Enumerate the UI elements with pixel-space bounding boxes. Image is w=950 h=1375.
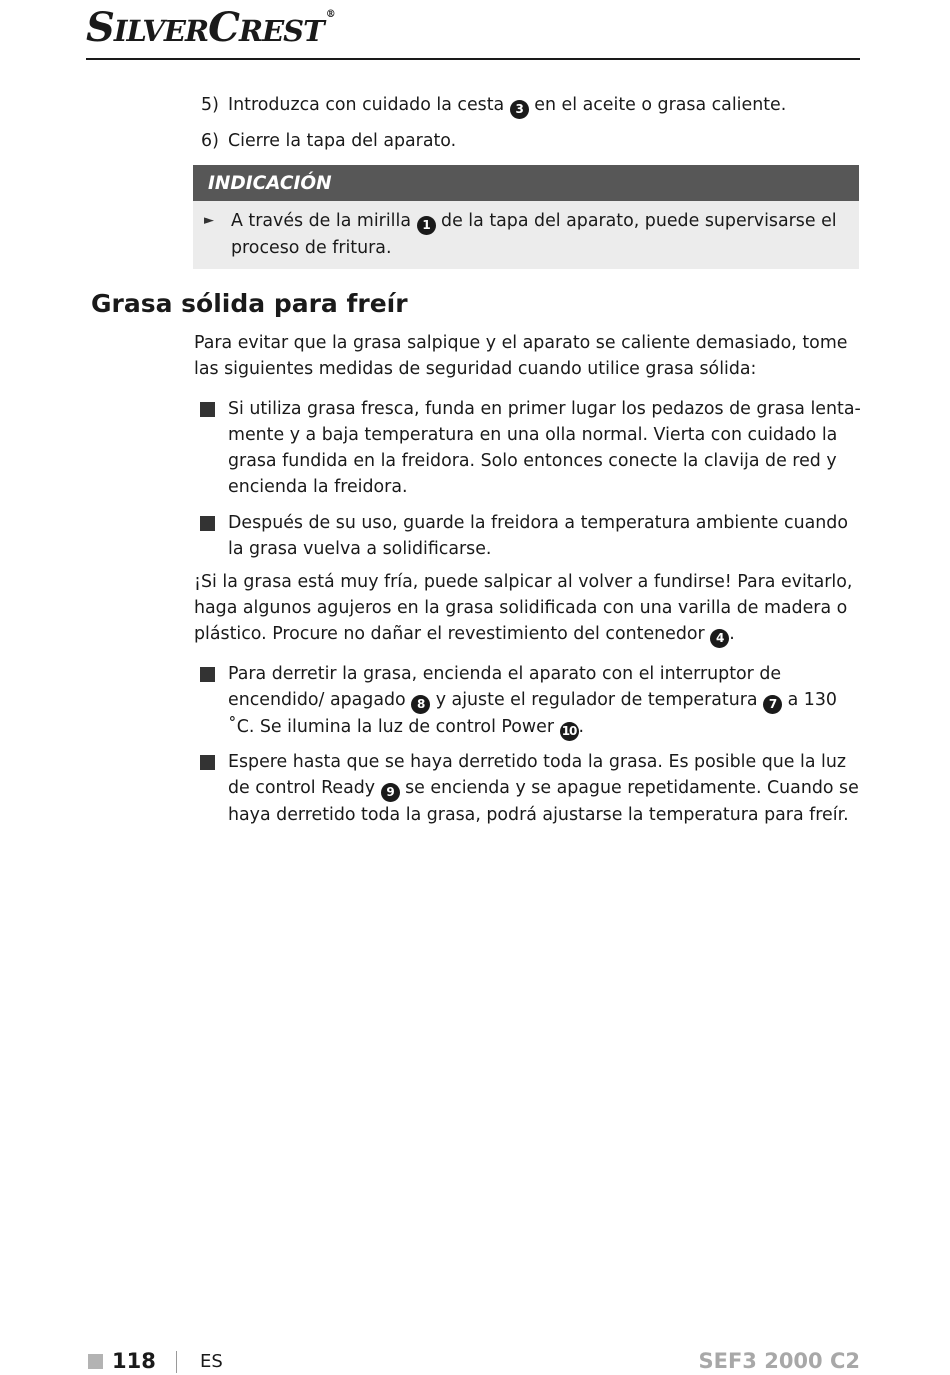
note-text-part: A través de la mirilla	[231, 211, 417, 231]
footer-divider	[176, 1351, 177, 1373]
page-number: 118	[112, 1349, 156, 1373]
part-number-badge: 7	[763, 695, 782, 714]
bullet-text-part: Para derretir la grasa, encienda el aparato con el interruptor de encendido/ apagado	[228, 664, 782, 710]
registered-mark: ®	[325, 9, 335, 20]
bullet-text: Si utiliza grasa fresca, funda en primer lugar los pedazos de grasa lenta-mente y a baja temperatura en una olla normal. Vierta con cuidado la grasa fundida en la freidora. Solo entonces conecte la clavija de red y encienda la freidora.	[228, 399, 861, 497]
footer-square-icon	[88, 1354, 103, 1369]
bullet-text-part: .	[578, 717, 585, 737]
section-heading: Grasa sólida para freír	[91, 289, 408, 318]
part-number-badge: 3	[510, 100, 529, 119]
part-number-badge: 10	[560, 722, 579, 741]
step-text: en el aceite o grasa caliente.	[528, 95, 787, 115]
step-text: Cierre la tapa del aparato.	[228, 131, 457, 151]
logo-letter: C	[208, 4, 239, 51]
bullet-text-part: se encienda y se apague repetidamente. Cuando se haya derretido toda la grasa, podrá ajustarse la temperatura para freír.	[228, 778, 859, 825]
language-code: ES	[200, 1351, 223, 1372]
bullet-text	[228, 749, 868, 828]
bullet-text: Después de su uso, guarde la freidora a temperatura ambiente cuando la grasa vuelva a solidificarse.	[228, 513, 848, 559]
logo-letters: ILVER	[113, 14, 209, 48]
bullet-square-icon	[200, 667, 215, 682]
warning-text: .	[729, 624, 735, 644]
bullet-text-part: a 130 ˚C. Se ilumina la luz de control Power	[228, 690, 837, 737]
arrow-icon: ►	[204, 213, 214, 228]
bullet-square-icon	[200, 516, 215, 531]
warning-paragraph	[194, 569, 862, 648]
step-number: 6)	[201, 131, 219, 151]
model-number: SEF3 2000 C2	[698, 1349, 860, 1373]
logo-letter: S	[86, 4, 114, 51]
note-text-part: de la tapa del aparato, puede supervisarse el proceso de fritura.	[231, 211, 837, 258]
note-title: INDICACIÓN	[193, 165, 859, 201]
logo-letters: REST	[238, 14, 324, 48]
brand-logo	[86, 4, 335, 51]
header-rule	[86, 58, 860, 60]
note-text	[231, 208, 841, 261]
part-number-badge: 9	[381, 783, 400, 802]
bullet-square-icon	[200, 755, 215, 770]
bullet-text-part: Espere hasta que se haya derretido toda la grasa. Es posible que la luz de control Ready	[228, 752, 847, 798]
intro-paragraph: Para evitar que la grasa salpique y el aparato se caliente demasiado, tome las siguientes medidas de seguridad cuando utilice grasa sólida:	[194, 333, 848, 379]
step-text: Introduzca con cuidado la cesta	[228, 95, 510, 115]
step-6	[201, 128, 456, 154]
bullet-square-icon	[200, 402, 215, 417]
part-number-badge: 1	[417, 216, 436, 235]
warning-text: ¡Si la grasa está muy fría, puede salpicar al volver a fundirse! Para evitarlo, haga algunos agujeros en la grasa solidificada con una varilla de madera o plástico. Procure no dañar el revestimiento del contenedor	[194, 572, 853, 644]
bullet-text-part: y ajuste el regulador de temperatura	[430, 690, 764, 710]
step-number: 5)	[201, 95, 219, 115]
part-number-badge: 8	[411, 695, 430, 714]
bullet-text	[228, 661, 868, 741]
step-5	[201, 92, 786, 119]
part-number-badge: 4	[710, 629, 729, 648]
note-box	[193, 165, 859, 269]
